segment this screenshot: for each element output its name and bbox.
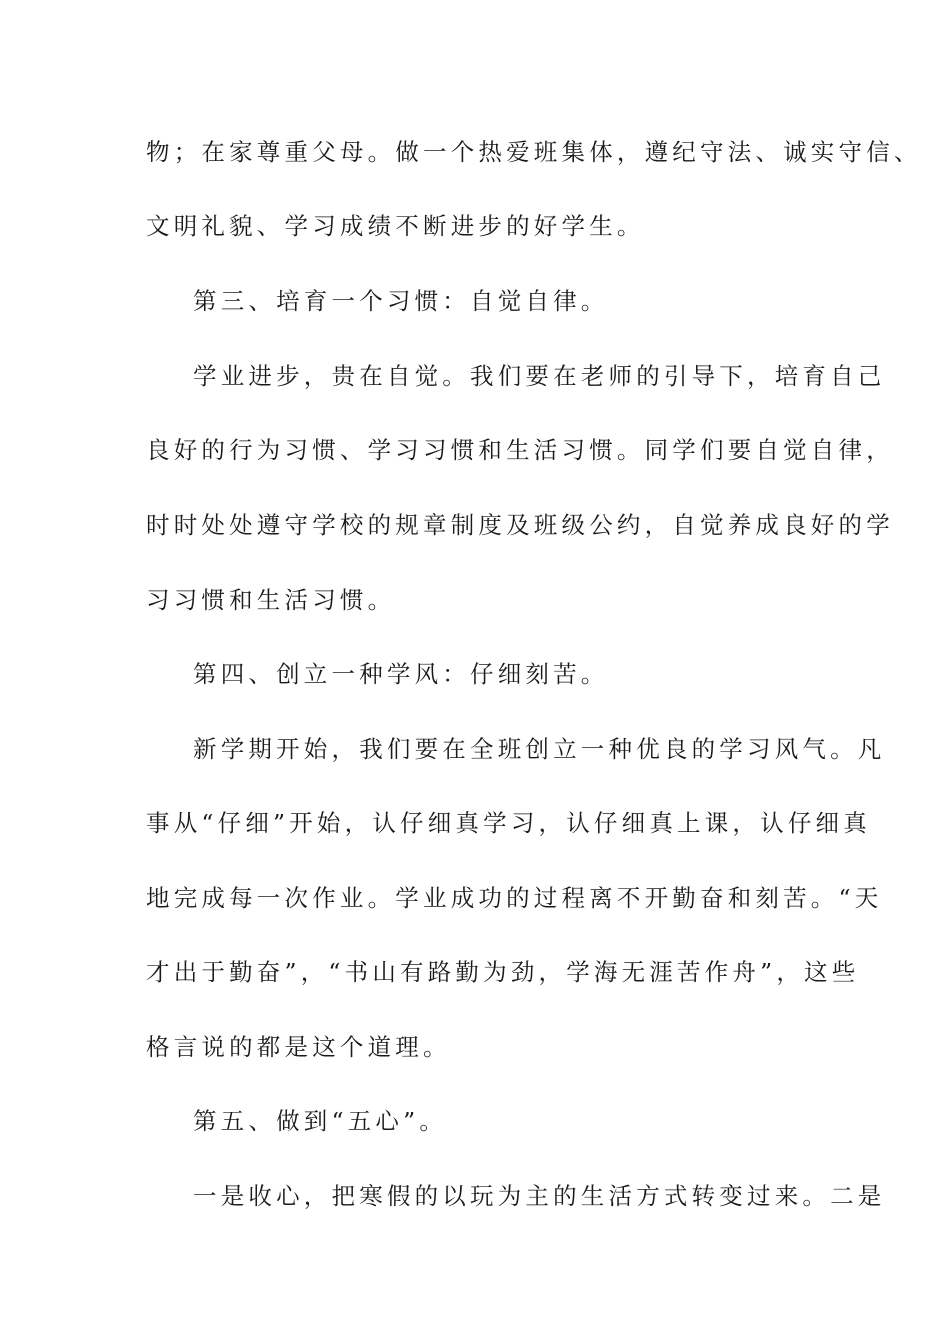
section-heading-5: 第五、做到“五心”。 — [193, 1107, 448, 1135]
text-line-11: 地完成每一次作业。学业成功的过程离不开勤奋和刻苦。“天 — [146, 884, 883, 912]
text-line-13: 格言说的都是这个道理。 — [146, 1033, 451, 1061]
text-line-6: 时时处处遵守学校的规章制度及班级公约，自觉养成良好的学 — [146, 511, 894, 539]
text-line-5: 良好的行为习惯、学习习惯和生活习惯。同学们要自觉自律， — [146, 436, 894, 464]
section-heading-3: 第三、培育一个习惯：自觉自律。 — [193, 287, 609, 315]
section-heading-4: 第四、创立一种学风：仔细刻苦。 — [193, 660, 609, 688]
text-line-1: 物；在家尊重父母。做一个热爱班集体，遵纪守法、诚实守信、 — [146, 138, 922, 166]
text-line-2: 文明礼貌、学习成绩不断进步的好学生。 — [146, 212, 645, 240]
text-line-4: 学业进步，贵在自觉。我们要在老师的引导下，培育自己 — [193, 362, 886, 390]
text-line-15: 一是收心，把寒假的以玩为主的生活方式转变过来。二是 — [193, 1182, 886, 1210]
text-line-7: 习习惯和生活习惯。 — [146, 586, 396, 614]
text-line-10: 事从“仔细”开始，认仔细真学习，认仔细真上课，认仔细真 — [146, 809, 871, 837]
text-line-9: 新学期开始，我们要在全班创立一种优良的学习风气。凡 — [193, 735, 886, 763]
text-line-12: 才出于勤奋”，“书山有路勤为劲，学海无涯苦作舟”，这些 — [146, 958, 860, 986]
